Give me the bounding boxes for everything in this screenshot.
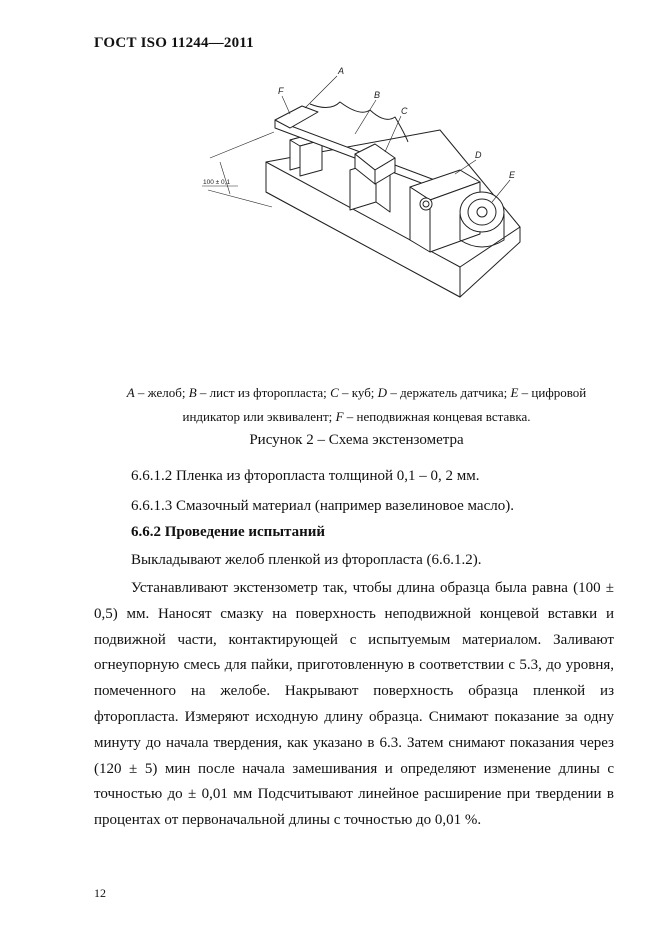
paragraph-6-6-1-2: 6.6.1.2 Пленка из фторопласта толщиной 0,1 – 0, 2 мм. [131,468,480,484]
label-b: B [374,90,381,100]
document-header: ГОСТ ISO 11244—2011 [94,35,254,51]
figure-legend [94,381,619,429]
extensometer-figure [190,62,550,312]
page-number: 12 [94,886,106,900]
paragraph-6-6-1-3: 6.6.1.3 Смазочный материал (например вазелиновое масло). [131,498,514,514]
paragraph-trough: Выкладывают желоб пленкой из фторопласта (6.6.1.2). [131,552,482,568]
paragraph-procedure: Устанавливают экстензометр так, чтобы длина образца была равна (100 ± 0,5) мм. Наносят смазку на поверхность неподвижной концевой вставки и подвижной части, контактирующей с испытуемым материалом. Заливают огнеупорную смесь для пайки, приготовленную в соответствии с 5.3, до уровня, помеченного на желобе. Накрывают поверхность образца пленкой из фторопласта. Измеряют исходную длину образца. Снимают показание за одну минуту до начала твердения, как указано в 6.3. Затем снимают показания через (120 ± 5) мин после начала замешивания и определяют изменение длины с точностью до ± 0,01 мм Подсчитывают линейное расширение при твердении в процентах от первоначальной длины с точностью до 0,01 %. [94,580,614,829]
label-a: A [338,66,345,76]
dimension-label: 100 ± 0,1 [203,179,231,186]
label-d: D [475,150,482,160]
figure-caption: Рисунок 2 – Схема экстензометра [249,432,464,448]
legend-line-1: A – желоб; B – лист из фторопласта; C – куб; D – держатель датчика; E – цифровой [126,385,587,400]
label-c: C [401,106,408,116]
extensometer-drawing [190,62,550,312]
label-e: E [509,170,516,180]
legend-line-2: индикатор или эквивалент; F – неподвижная концевая вставка. [182,409,531,424]
label-f: F [278,86,284,96]
section-heading-6-6-2: 6.6.2 Проведение испытаний [131,524,326,540]
